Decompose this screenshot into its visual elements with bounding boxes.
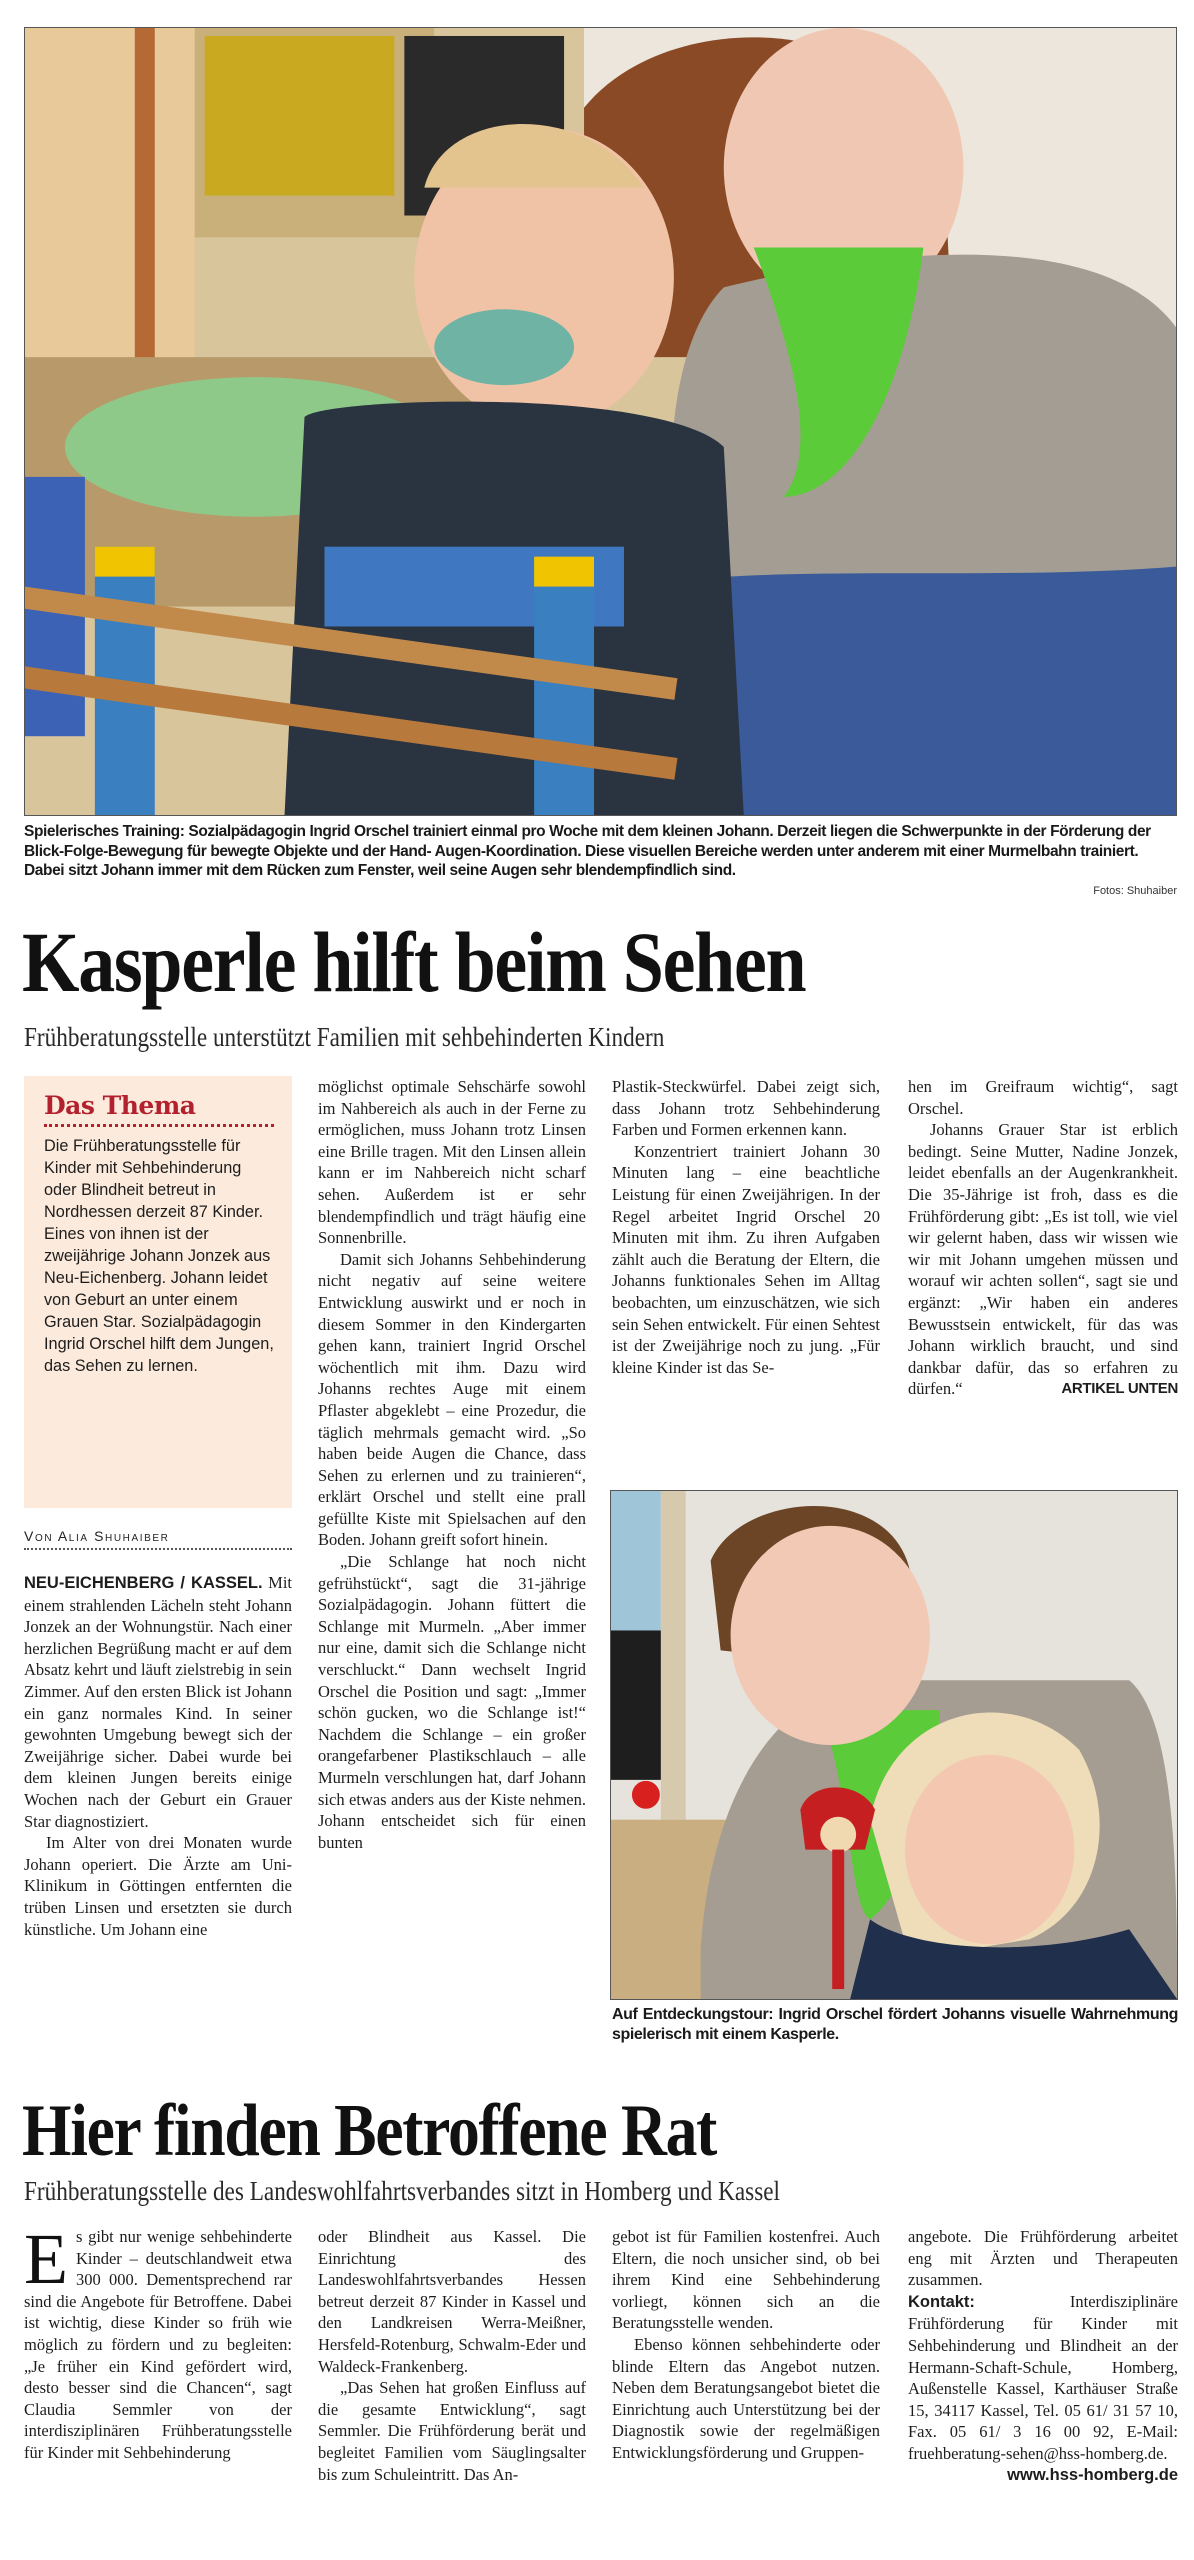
article-column-2 (318, 1076, 586, 1853)
article-column-4 (908, 1076, 1178, 1400)
headline-2: Hier finden Betroffene Rat (22, 2090, 717, 2172)
paragraph: Plastik-Steckwürfel. Dabei zeigt sich, dass Johann trotz Sehbehinderung Farben und Formen erkennen kann. (612, 1077, 880, 1140)
subheadline-2: Frühberatungsstelle des Landeswohlfahrtsverbandes sitzt in Homberg und Kassel (24, 2176, 780, 2206)
article2-column-1 (24, 2219, 292, 2464)
paragraph: Mit einem strahlenden Lächeln steht Johann Jonzek an der Wohnungstür. Nach einer herzlichen Begrüßung macht er auf dem Absatz kehrt und läuft zielstrebig in sein Zimmer. Auf den ersten Blick ist Johann ein ganz normales Kind. In seiner gewohnten Umgebung bewegt sich der Zweijährige sicher. Dabei wurde bei dem kleinen Jungen bereits einige Wochen nach der Geburt ein Grauer Star diagnostiziert. (24, 1573, 293, 1831)
paragraph: hen im Greifraum wichtig“, sagt Orschel. (908, 1077, 1178, 1118)
paragraph: angebote. Die Frühförderung arbeitet eng mit Ärzten und Therapeuten zusammen. (908, 2227, 1178, 2290)
article-column-3 (612, 1076, 880, 1378)
photo-training-scene (25, 28, 1176, 815)
article2-column-3 (612, 2226, 880, 2464)
thema-title: Das Thema (44, 1091, 196, 1120)
dateline: NEU-EICHENBERG / KASSEL. (24, 1574, 263, 1592)
paragraph: s gibt nur wenige sehbehinderte Kinder – deutschlandweit etwa 300 000. Dementsprechend rar sind die Angebote für Betroffene. Dabei ist wichtig, diese Kinder so früh wie möglich zu fördern und zu begleiten: „Je früher ein Kind gefördert wird, desto besser sind die Chancen“, sagt Claudia Semmler von der interdisziplinären Frühberatungsstelle für Kinder mit Sehbehinderung (24, 2227, 292, 2462)
article2-column-2 (318, 2226, 586, 2485)
website-link[interactable]: www.hss-homberg.de (1007, 2465, 1178, 2484)
kontakt-label: Kontakt: (908, 2292, 975, 2311)
artikel-unten-link[interactable]: ARTIKEL UNTEN (1061, 1380, 1178, 1398)
paragraph: Ebenso können sehbehinderte oder blinde Eltern das Angebot nutzen. Neben dem Beratungsangebot bietet die Einrichtung auch Unterstützung bei der Diagnostik sowie der regelmäßigen Entwicklungsförderung und Gruppen- (612, 2334, 880, 2462)
paragraph: gebot ist für Familien kostenfrei. Auch Eltern, die noch unsicher sind, ob bei ihrem Kind eine Sehbehinderung vorliegt, können sich an die Beratungsstelle wenden. (612, 2227, 880, 2333)
kontakt-text: Interdisziplinäre Frühförderung für Kinder mit Sehbehinderung und Blindheit an der Hermann-Schaft-Schule, Homberg, Außenstelle Kassel, Karthäuser Straße 15, 34117 Kassel, Tel. 05 61/ 31 57 10, Fax. 05 61/ 3 16 00 92, E-Mail: fruehberatung-sehen@hss-homberg.de. (908, 2291, 1178, 2463)
paragraph: „Die Schlange hat noch nicht gefrühstückt“, sagt die 31-jährige Sozialpädagogin. Johann füttert die Schlange mit Murmeln. „Aber immer nur eine, damit sich die Schlange nicht verschluckt.“ Dann wechselt Ingrid Orschel die Position und sagt: „Immer schön gucken, wo die Schlange ist!“ Nachdem die Schlange – ein großer orangefarbener Plastikschlauch – alle Murmeln verschlungen hat, darf Johann sich etwas anders aus der Kiste nehmen. Johann entscheidet sich für einen bunten (318, 1552, 586, 1852)
paragraph: oder Blindheit aus Kassel. Die Einrichtung des Landeswohlfahrtsverbandes Hessen betreut derzeit 87 Kinder in Kassel und den Landkreisen Werra-Meißner, Hersfeld-Rotenburg, Schwalm-Eder und Waldeck-Frankenberg. (318, 2227, 586, 2376)
byline: Von Alia Shuhaiber (24, 1528, 292, 1550)
photo-credit: Fotos: Shuhaiber (1093, 885, 1177, 897)
das-thema-box (24, 1076, 292, 1508)
second-photo (610, 1490, 1178, 2000)
paragraph: Im Alter von drei Monaten wurde Johann operiert. Die Ärzte am Uni-Klinikum in Göttingen entfernten die trüben Linsen und ersetzten sie durch künstliche. Um Johann eine (24, 1833, 292, 1939)
article-column-1 (24, 1572, 292, 1940)
top-photo-caption: Spielerisches Training: Sozialpädagogin Ingrid Orschel trainiert einmal pro Woche mit dem kleinen Johann. Derzeit liegen die Schwerpunkte in der Förderung der Blick-Folge-Bewegung für bewegte Objekte und der Hand- Augen-Koordination. Diese visuellen Bereiche werden unter anderem mit einer Murmelbahn trainiert. Dabei sitzt Johann immer mit dem Rücken zum Fenster, weil seine Augen sehr blendempfindlich sind. (24, 823, 1151, 879)
paragraph: möglichst optimale Sehschärfe sowohl im Nahbereich als auch in der Ferne zu ermöglichen, muss Johann trotz Linsen eine Brille tragen. Mit den Linsen allein kann er im Nahbereich nicht scharf sehen. Außerdem ist er sehr blendempfindlich und trägt häufig eine Sonnenbrille. (318, 1077, 586, 1248)
article2-column-4 (908, 2226, 1178, 2486)
paragraph: Johanns Grauer Star ist erblich bedingt. Seine Mutter, Nadine Jonzek, leidet ebenfalls an der Augenkrankheit. Die 35-Jährige ist froh, dass es die Frühförderung gibt: „Es ist toll, wie viel wir gelernt haben, dass wir wissen wie wir mit Johann umgehen müssen und worauf wir achten sollen“, sagt sie und ergänzt: „Wir haben ein anderes Bewusstsein entwickelt, für das was Johann wirklich braucht, und sind dankbar dafür, das so erfahren zu dürfen.“ (908, 1120, 1178, 1399)
dotted-divider (44, 1124, 274, 1127)
paragraph: „Das Sehen hat großen Einfluss auf die gesamte Entwicklung“, sagt Semmler. Die Frühförderung berät und begleitet Familien vom Säuglingsalter bis zum Schuleintritt. Das An- (318, 2378, 586, 2484)
second-photo-caption: Auf Entdeckungstour: Ingrid Orschel fördert Johanns visuelle Wahrnehmung spielerisch mit einem Kasperle. (612, 2006, 1178, 2043)
subheadline: Frühberatungsstelle unterstützt Familien mit sehbehinderten Kindern (24, 1022, 665, 1052)
headline: Kasperle hilft beim Sehen (22, 914, 806, 1010)
paragraph: Damit sich Johanns Sehbehinderung nicht negativ auf seine weitere Entwicklung auswirkt und er noch in diesem Sommer in den Kindergarten gehen kann, trainiert Ingrid Orschel wöchentlich mit ihm. Dazu wird Johanns rechtes Auge mit einem Pflaster abgeklebt – eine Prozedur, die täglich mehrmals gemacht wird. „So haben beide Augen die Chance, dass Sehen zu erlernen und zu trainieren“, erklärt Orschel und stellt eine prall gefüllte Kiste mit Spielsachen auf den Boden. Johann greift sofort hinein. (318, 1249, 586, 1550)
thema-text: Die Frühberatungsstelle für Kinder mit Sehbehinderung oder Blindheit betreut in Nordhessen derzeit 87 Kinder. Eines von ihnen ist der zweijährige Johann Jonzek aus Neu-Eichenberg. Johann leidet von Geburt an unter einem Grauen Star. Sozialpädagogin Ingrid Orschel hilft dem Jungen, das Sehen zu lernen. (44, 1137, 274, 1375)
drop-cap: E (24, 2219, 68, 2299)
photo-kasperle-scene (611, 1491, 1177, 1999)
top-photo (24, 27, 1177, 816)
paragraph: Konzentriert trainiert Johann 30 Minuten lang – eine beachtliche Leistung für einen Zweijährigen. In der Regel arbeitet Ingrid Orschel 20 Minuten mit ihm. Zu ihren Aufgaben zählt auch die Beratung der Eltern, die Johanns funktionales Sehen im Alltag beobachten, um einzuschätzen, wie sich sein Sehen entwickelt. Für einen Sehtest ist der Zweijährige noch zu jung. „Für kleine Kinder ist das Se- (612, 1141, 880, 1377)
